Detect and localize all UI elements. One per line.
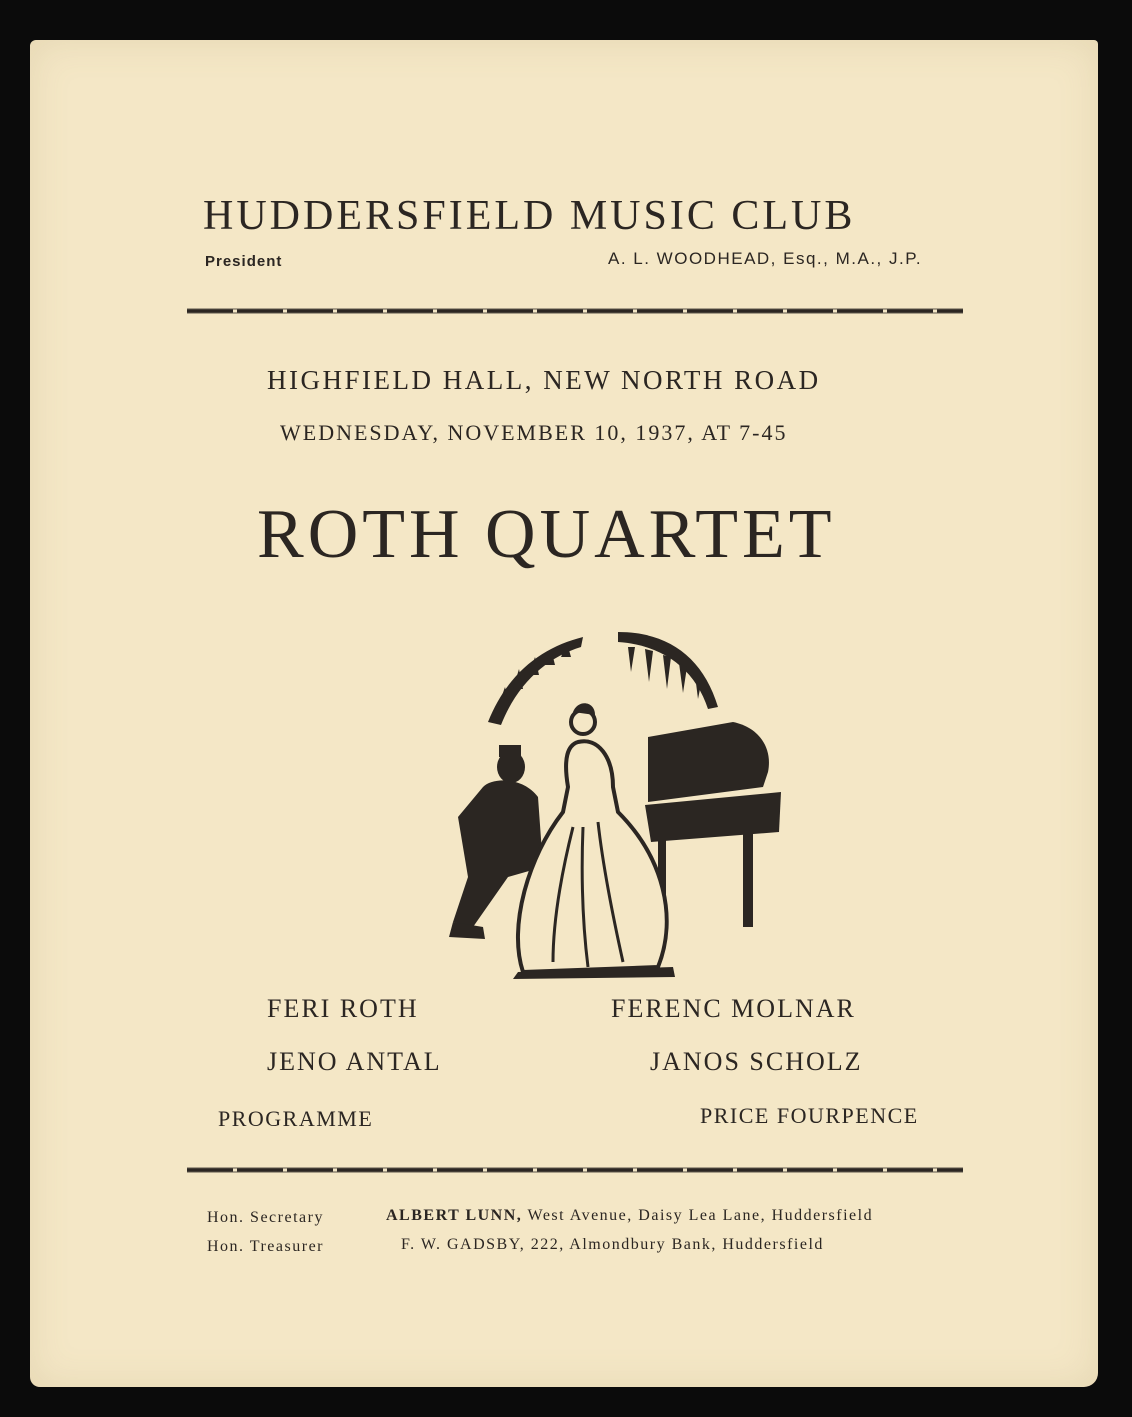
president-name: A. L. WOODHEAD, Esq., M.A., J.P. [608,249,923,268]
officer-address: West Avenue, Daisy Lea Lane, Huddersfield [527,1207,874,1224]
venue: HIGHFIELD HALL, NEW NORTH ROAD [267,365,821,395]
woodcut-pianist-and-singer-icon [413,627,795,979]
officer-role: Hon. Treasurer [207,1238,324,1255]
club-title: HUDDERSFIELD MUSIC CLUB [203,193,856,239]
programme-label: PROGRAMME [218,1106,374,1131]
price-label: PRICE FOURPENCE [700,1103,919,1128]
bottom-divider [187,1167,963,1173]
top-divider [187,308,963,314]
event-date: WEDNESDAY, NOVEMBER 10, 1937, AT 7-45 [280,420,788,445]
programme-page [30,40,1098,1387]
officer-name: ALBERT LUNN, [386,1207,523,1224]
officer-name: F. W. GADSBY, [401,1236,526,1253]
member-name: FERI ROTH [267,994,419,1023]
ensemble-title: ROTH QUARTET [257,496,836,573]
officer-role: Hon. Secretary [207,1209,324,1226]
member-name: JENO ANTAL [267,1047,442,1076]
president-label: President [205,253,283,270]
officer-details [401,1236,824,1254]
member-name: FERENC MOLNAR [611,994,856,1023]
officer-details [386,1207,873,1225]
member-name: JANOS SCHOLZ [650,1047,863,1076]
officer-address: 222, Almondbury Bank, Huddersfield [530,1236,824,1253]
